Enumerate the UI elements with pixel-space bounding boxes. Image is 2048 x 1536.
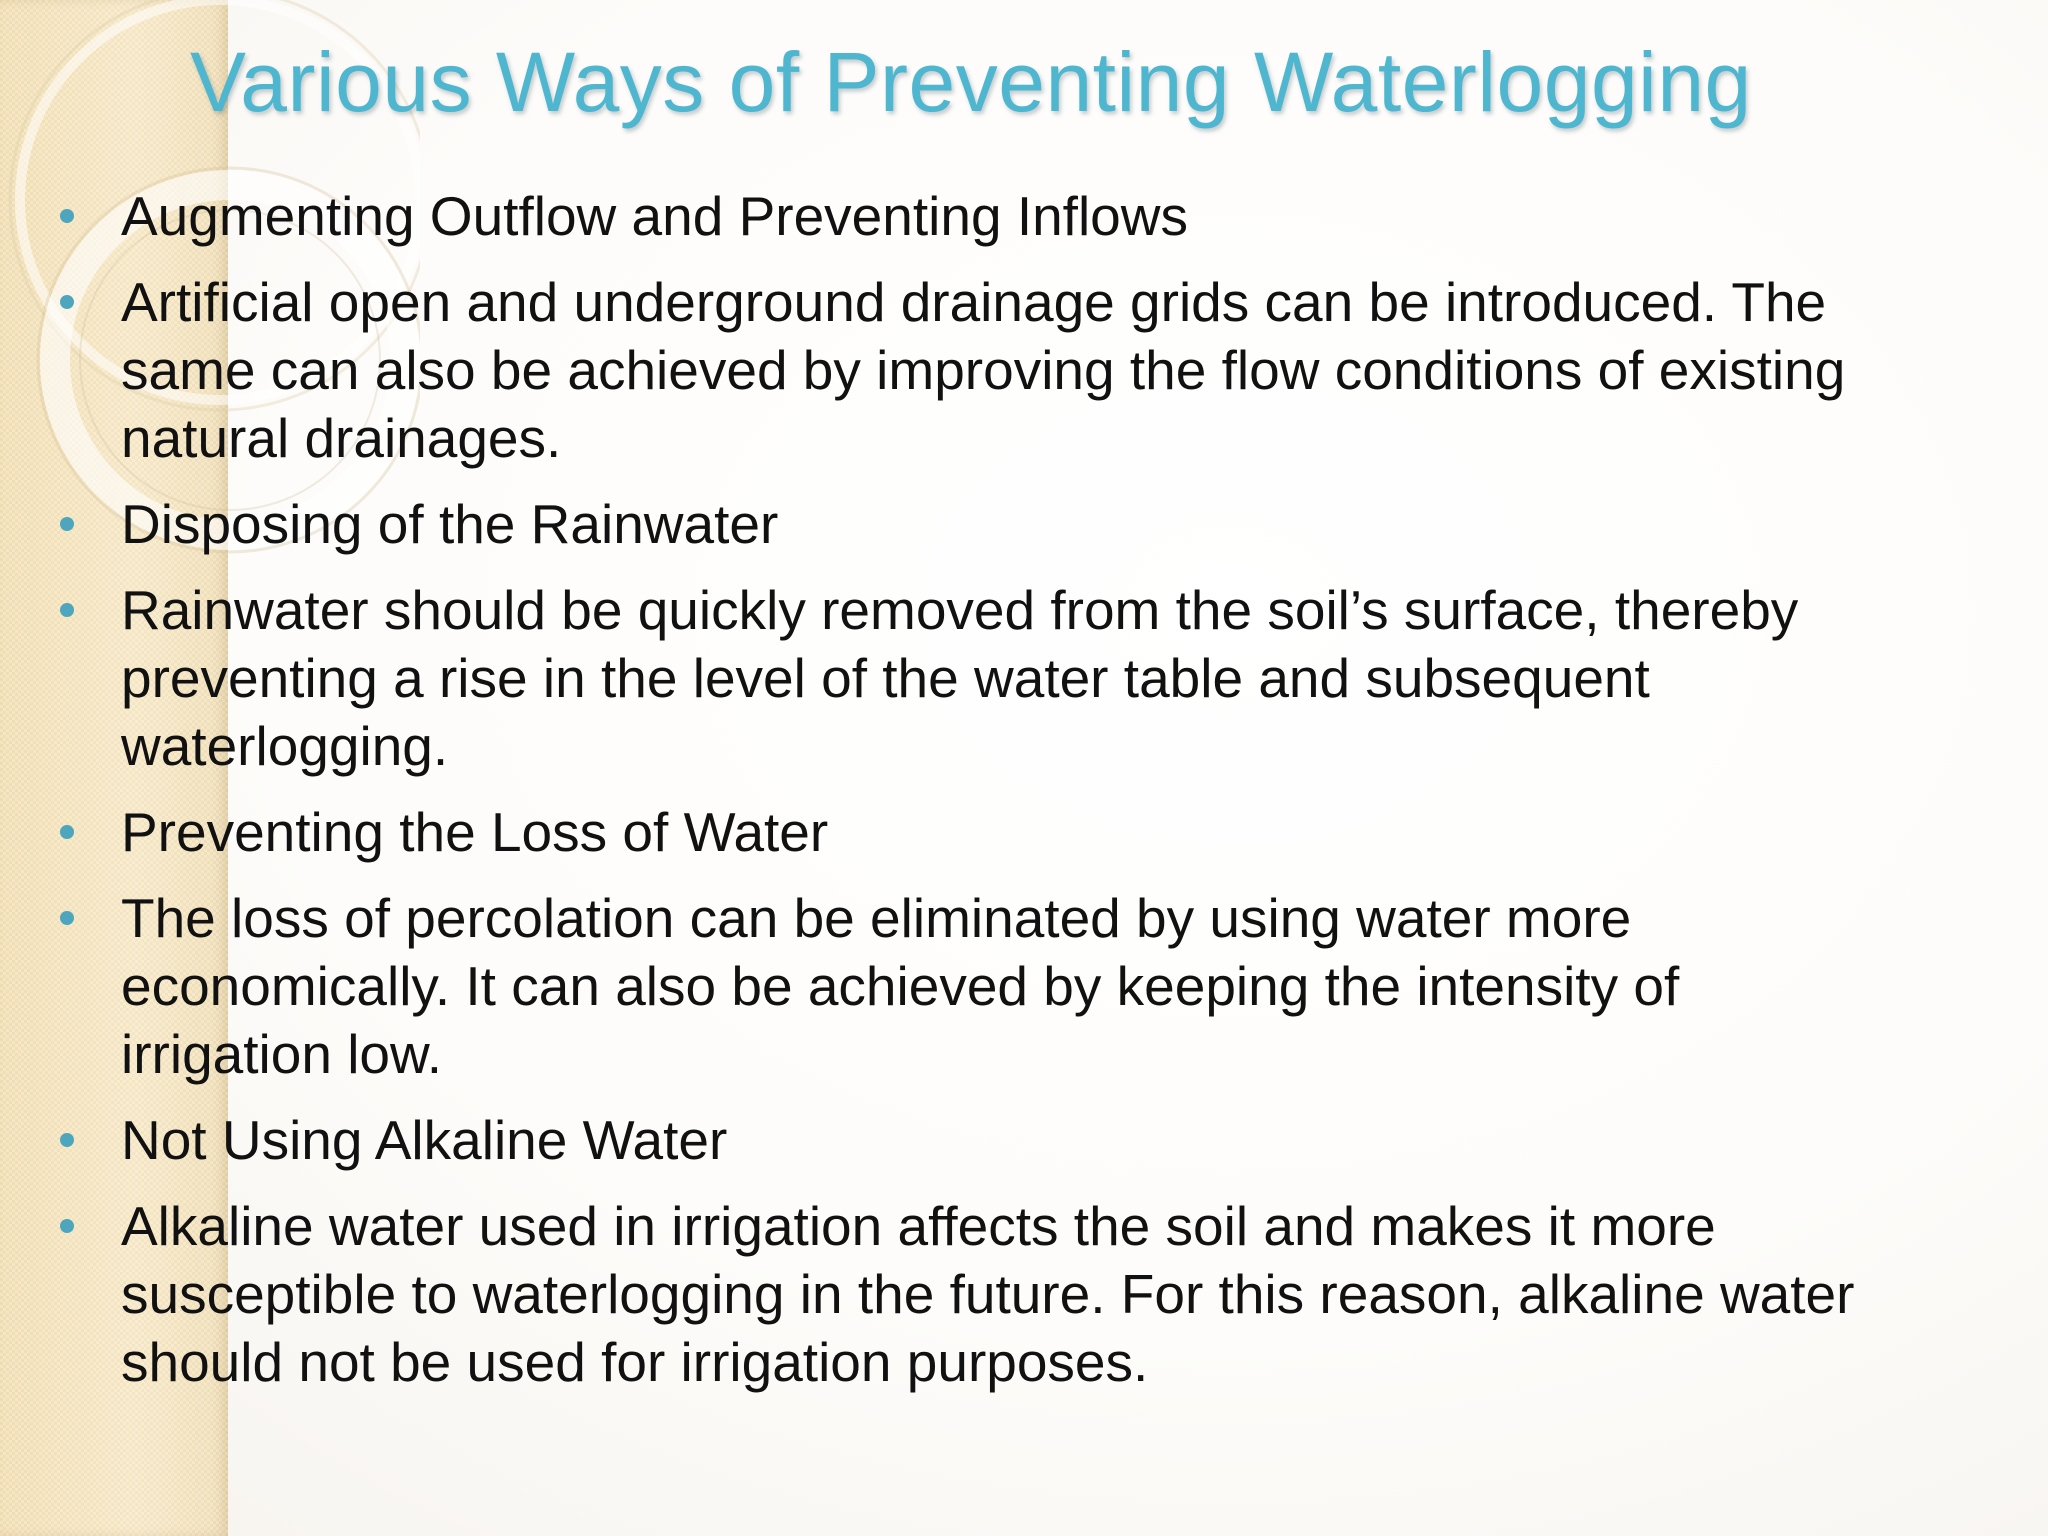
bullet-item — [0, 182, 1891, 250]
bullet-item — [0, 1106, 1891, 1174]
bullet-item — [0, 268, 1891, 472]
bullet-item — [0, 798, 1891, 866]
bullet-text: Preventing the Loss of Water — [121, 801, 829, 863]
bullet-list — [0, 182, 2000, 1414]
bullet-dot-icon — [60, 295, 74, 309]
bullet-text: Artificial open and underground drainage grids can be introduced. The same can also be achieved by improving the flow conditions of existing natural drainages. — [121, 271, 1846, 469]
bullet-text: Disposing of the Rainwater — [121, 493, 779, 555]
bullet-item — [0, 884, 1891, 1088]
bullet-dot-icon — [60, 1219, 74, 1233]
bullet-dot-icon — [60, 603, 74, 617]
bullet-dot-icon — [60, 1133, 74, 1147]
slide-title: Various Ways of Preventing Waterlogging — [190, 35, 1752, 129]
bullet-dot-icon — [60, 209, 74, 223]
bullet-text: Augmenting Outflow and Preventing Inflows — [121, 185, 1188, 247]
bullet-dot-icon — [60, 825, 74, 839]
bullet-dot-icon — [60, 517, 74, 531]
bullet-dot-icon — [60, 911, 74, 925]
bullet-text: Rainwater should be quickly removed from the soil’s surface, thereby preventing a rise in the level of the water table and subsequent waterlogging. — [121, 579, 1799, 777]
bullet-item — [0, 576, 1891, 780]
bullet-text: Not Using Alkaline Water — [121, 1109, 728, 1171]
bullet-text: The loss of percolation can be eliminated by using water more economically. It can also be achieved by keeping the intensity of irrigation low. — [121, 887, 1680, 1085]
bullet-item — [0, 1192, 1891, 1396]
bullet-text: Alkaline water used in irrigation affects the soil and makes it more susceptible to waterlogging in the future. For this reason, alkaline water should not be used for irrigation purposes. — [121, 1195, 1855, 1393]
bullet-item — [0, 490, 1891, 558]
